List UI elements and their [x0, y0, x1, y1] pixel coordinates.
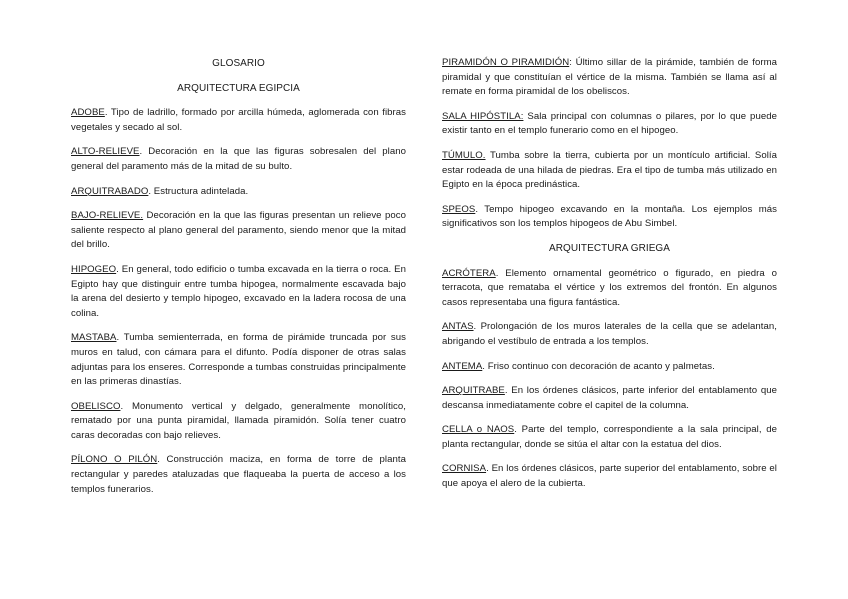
entry-separator: .	[473, 321, 481, 333]
entry-separator: .	[139, 146, 149, 158]
entry-term: MASTABA	[71, 332, 117, 344]
entry-term: CORNISA	[442, 463, 487, 475]
entry-term: HIPOGEO	[71, 263, 117, 275]
entry-definition: En general, todo edificio o tumba excavada en la tierra o roca. En Egipto hay que distinguir entre tumba hipogea, normalmente escavada bajo la arena del desierto y templo hipogeo, excavado en la ladera rocosa de una colina.	[71, 263, 407, 319]
entry-term: SALA HIPÓSTILA:	[442, 110, 524, 122]
glossary-title: GLOSARIO	[212, 58, 265, 69]
entry-definition: Decoración en la que las figuras sobresalen del plano general del paramento más de la mitad de su bulto.	[71, 146, 406, 172]
right-column	[442, 56, 777, 502]
entry-term: ADOBE	[71, 107, 105, 119]
entry-definition: Elemento ornamental geométrico o figurado, en piedra o terracota, que remataba el vértice y los extremos del frontón. En algunos casos representaba una figura fantástica.	[442, 267, 777, 308]
entry-separator: .	[116, 332, 124, 344]
entry-term: ARQUITRABE	[442, 385, 505, 397]
entry-definition: Parte del templo, correspondiente a la sala principal, de planta rectangular, donde se sitúa el altar con la estatua del dios.	[442, 424, 777, 450]
entry-separator: .	[148, 185, 154, 197]
entry-definition: En los órdenes clásicos, parte inferior del entablamento que descansa inmediatamente cobre el capitel de la columna.	[442, 385, 777, 411]
entry-separator: :	[569, 57, 576, 68]
entry-separator: .	[475, 203, 485, 215]
glossary-entry-cornisa	[442, 462, 777, 491]
entry-separator: .	[157, 454, 167, 466]
entry-separator: .	[504, 385, 512, 397]
glossary-entry-tumulo	[442, 149, 777, 193]
entry-definition: En los órdenes clásicos, parte superior del entablamento, sobre el que apoya el alero de la cubierta.	[442, 463, 777, 490]
glossary-entry-obelisco	[71, 400, 406, 444]
entry-definition: Monumento vertical y delgado, generalmente monolítico, rematado por una punta piramidal, llamada piramidón. Solía tener cuatro caras decoradas con bajo relieves.	[71, 400, 406, 441]
entry-definition: Friso continuo con decoración de acanto y palmetas.	[487, 360, 715, 372]
glossary-entry-arquitrabado	[71, 185, 406, 200]
entry-term: ARQUITRABADO	[71, 185, 149, 197]
entry-term: ANTAS	[442, 321, 474, 333]
glossary-entry-antema	[442, 360, 777, 375]
greek-architecture-heading: ARQUITECTURA GRIEGA	[549, 242, 670, 254]
entry-term: ALTO-RELIEVE	[71, 146, 140, 158]
entry-term: BAJO-RELIEVE.	[71, 210, 144, 222]
entry-separator: .	[486, 463, 492, 475]
entry-term: CELLA o NAOS	[442, 424, 515, 436]
glossary-entry-pilono	[71, 453, 406, 497]
entry-term: PÍLONO O PILÓN	[71, 454, 158, 466]
glossary-entry-cella	[442, 423, 777, 452]
entry-definition: Último sillar de la pirámide, también de forma piramidal y que constituían el vértice de la misma. También se llama así al remate en forma piramidal de los obeliscos.	[442, 57, 778, 98]
entry-term: PIRAMIDÓN O PIRAMIDIÓN	[442, 57, 570, 68]
entry-separator: .	[495, 267, 506, 279]
entry-definition: Prolongación de los muros laterales de la cella que se adelantan, abrigando el vestíbulo de entrada a los templos.	[442, 321, 778, 347]
entry-term: SPEOS	[442, 203, 476, 215]
entry-definition: Tipo de ladrillo, formado por arcilla húmeda, aglomerada con fibras vegetales y secado al sol.	[71, 107, 406, 133]
glossary-entry-sala-hipostila	[442, 110, 777, 139]
glossary-entry-acrotera	[442, 267, 777, 311]
entry-definition: Decoración en la que las figuras presentan un relieve poco saliente respecto al plano general del paramento, siendo menor que la mitad del brillo.	[71, 210, 406, 251]
entry-definition: Sala principal con columnas o pilares, por lo que puede existir tanto en el templo funerario como en el hipogeo.	[442, 110, 777, 137]
entry-separator: .	[120, 400, 132, 412]
entry-separator: .	[104, 107, 111, 119]
glossary-entry-bajo-relieve	[71, 209, 406, 253]
egyptian-architecture-heading: ARQUITECTURA EGIPCIA	[177, 82, 300, 94]
entry-separator: .	[514, 424, 522, 436]
entry-term: OBELISCO	[71, 400, 121, 412]
glossary-entry-hipogeo	[71, 263, 406, 321]
left-column	[71, 56, 406, 507]
entry-definition: Tumba semienterrada, en forma de pirámide truncada por sus muros en talud, con cámara para el difunto. Podía disponer de otras salas adjuntas para los enseres. Corresponde a tumbas construidas principalmente en las primeras dinastías.	[71, 332, 406, 388]
glossary-entry-piramidon	[442, 56, 777, 100]
entry-term: ACRÓTERA	[442, 267, 496, 279]
entry-definition: Estructura adintelada.	[153, 185, 249, 197]
entry-definition: Construcción maciza, en forma de torre de planta rectangular y paredes ataluzadas que flaqueaba la puerta de acceso a los templos funerarios.	[71, 454, 406, 495]
glossary-entry-arquitrabe	[442, 384, 777, 413]
glossary-entry-mastaba	[71, 331, 406, 389]
entry-term: ANTEMA	[442, 360, 483, 372]
entry-definition: Tempo hipogeo excavando en la montaña. Los ejemplos más significativos son los templos hipogeos de Abu Simbel.	[442, 203, 777, 230]
entry-separator: .	[116, 263, 122, 275]
entry-definition: Tumba sobre la tierra, cubierta por un montículo artificial. Solía estar rodeada de una hilada de piedras. Era el tipo de tumba más utilizado en Egipto en la época predinástica.	[442, 149, 778, 191]
entry-separator: .	[482, 360, 488, 372]
glossary-entry-speos	[442, 203, 777, 232]
glossary-entry-adobe	[71, 106, 406, 135]
glossary-entry-antas	[442, 320, 777, 349]
entry-term: TÚMULO.	[442, 149, 486, 161]
glossary-entry-alto-relieve	[71, 145, 406, 174]
